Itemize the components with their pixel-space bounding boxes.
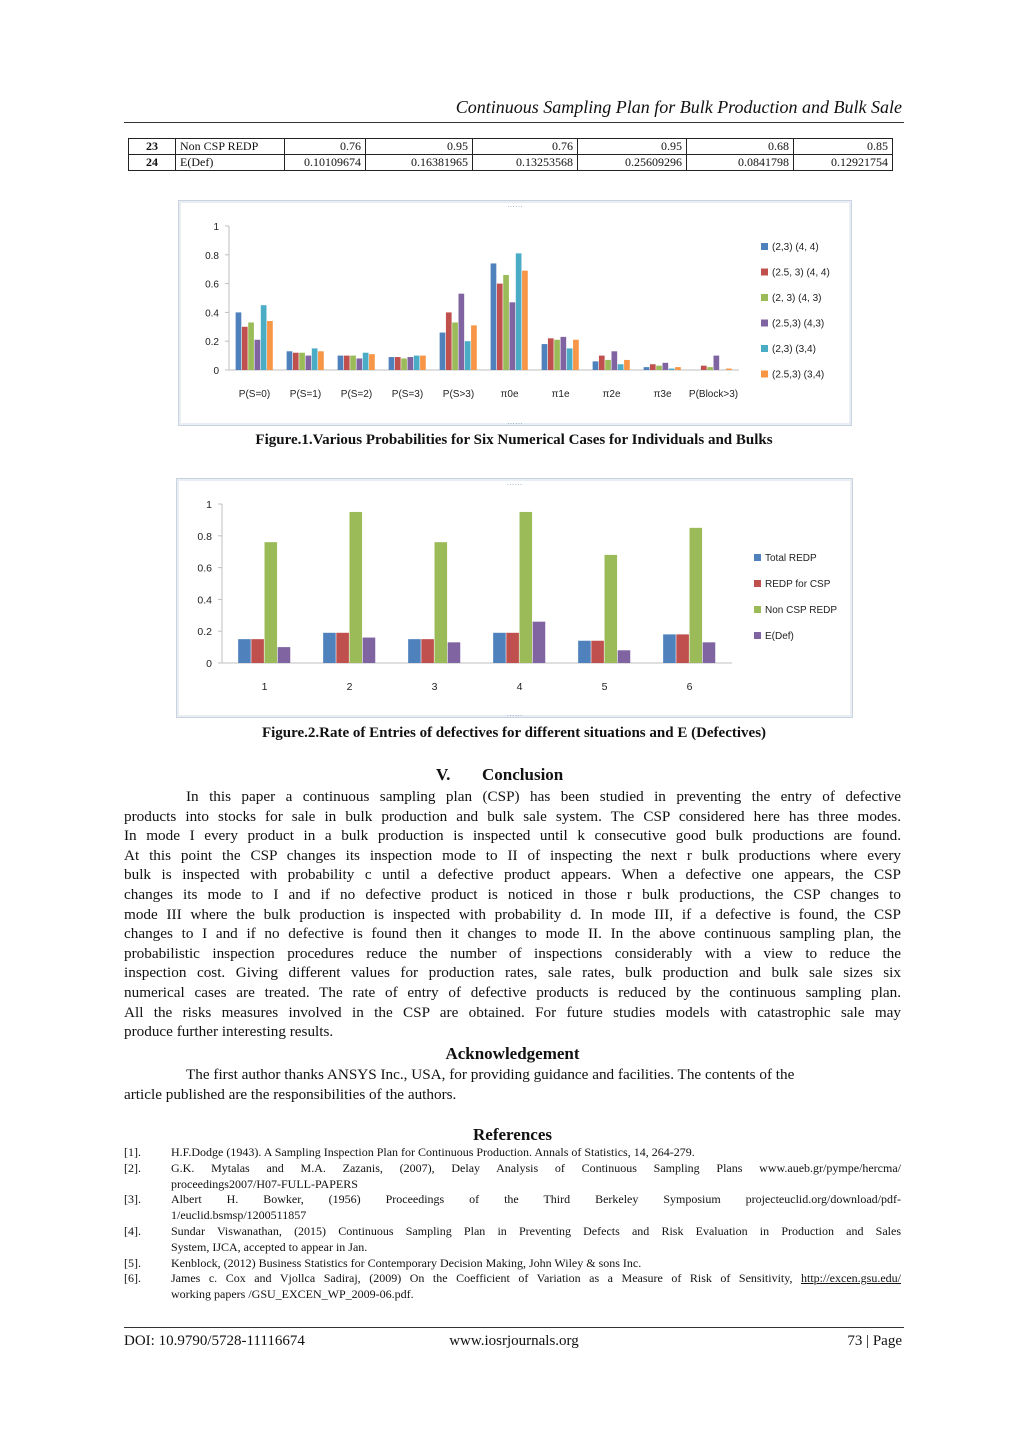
bar — [363, 353, 369, 370]
reference-text: James c. Cox and Vjollca Sadiraj, (2009) On the Coefficient of Variation as a Measure of Risk of Sensitivity, http://excen.gsu.edu/ — [171, 1271, 901, 1286]
text-line: bulk is inspected with probability c until a defective product appears. When a defective one appears, the CSP — [124, 866, 901, 884]
bar — [510, 302, 516, 370]
bar — [408, 639, 421, 663]
x-tick-label: P(S>3) — [442, 389, 475, 400]
x-tick-label: π1e — [551, 389, 570, 400]
bar — [599, 356, 605, 370]
legend-label: Total REDP — [765, 553, 817, 564]
table-row — [129, 139, 893, 155]
bar — [493, 633, 506, 663]
bar — [401, 358, 407, 370]
bar — [663, 634, 676, 663]
bar — [350, 512, 363, 663]
table-cell: 0.85 — [794, 139, 893, 155]
table-cell: 0.95 — [578, 139, 687, 155]
bar — [287, 351, 293, 370]
bar — [369, 354, 375, 370]
bar — [714, 356, 720, 370]
reference-text: G.K. Mytalas and M.A. Zazanis, (2007), Delay Analysis of Continuous Sampling Plans www.aueb.gr/pympe/hercma/ — [171, 1160, 901, 1175]
x-tick-label: 4 — [516, 681, 523, 693]
legend-label: REDP for CSP — [765, 579, 831, 590]
reference-item — [124, 1271, 901, 1303]
acknowledgement-title: Acknowledgement — [445, 1044, 580, 1063]
text-line: At this point the CSP changes its inspection mode to II of inspecting the next r bulk productions where every — [124, 846, 901, 864]
bar — [605, 555, 618, 663]
legend-label: (2,3) (4, 4) — [772, 242, 819, 253]
text-line: changes its mode to I and if no defective product is noticed in those r bulk productions, the CSP changes to — [124, 885, 901, 903]
x-tick-label: 2 — [346, 681, 353, 693]
bar — [299, 353, 305, 370]
reference-text: working papers /GSU_EXCEN_WP_2009-06.pdf. — [171, 1287, 414, 1302]
reference-link[interactable]: http://excen.gsu.edu/ — [801, 1271, 901, 1286]
bar — [421, 639, 434, 663]
footer-site: www.iosrjournals.org — [449, 1333, 579, 1349]
bar — [414, 356, 420, 370]
bar — [491, 263, 497, 370]
bar — [278, 647, 291, 663]
bar — [265, 542, 278, 663]
bar — [675, 367, 681, 370]
y-tick-label: 0.6 — [205, 279, 219, 291]
bar — [663, 363, 669, 370]
bar — [389, 357, 395, 370]
bar — [591, 641, 604, 663]
legend-label: (2,3) (3,4) — [772, 344, 816, 355]
bar — [408, 357, 414, 370]
reference-item — [124, 1145, 901, 1161]
bar — [420, 356, 426, 370]
reference-text: System, IJCA, accepted to appear in Jan. — [171, 1239, 368, 1254]
x-tick-label: π3e — [653, 389, 672, 400]
bar — [503, 275, 509, 370]
bar — [554, 340, 560, 370]
y-tick-label: 1 — [213, 222, 219, 233]
text-line: article published are the responsibilities of the authors. — [124, 1086, 457, 1103]
bar — [336, 633, 349, 663]
reference-item — [124, 1161, 901, 1193]
bar — [520, 512, 533, 663]
text-line: In mode I every product in a bulk production is inspected until k consecutive good bulk productions are found. — [124, 827, 901, 845]
text-line: probabilistic inspection procedures reduce the number of inspections considerably with a view to reduce the — [124, 944, 901, 962]
bar — [497, 284, 503, 370]
bar — [465, 341, 471, 370]
text-line: products into stocks for sale in bulk production and bulk sale system. The CSP considered here has three modes. — [124, 807, 901, 825]
figure1-chart — [179, 201, 851, 425]
x-tick-label: 6 — [686, 681, 693, 693]
table-cell: 0.68 — [687, 139, 794, 155]
bar — [618, 364, 624, 370]
bar — [306, 356, 312, 370]
bar — [452, 322, 458, 370]
conclusion-title: Conclusion — [482, 765, 564, 784]
bar — [338, 356, 344, 370]
text-line: The first author thanks ANSYS Inc., USA, for providing guidance and facilities. The contents of the — [186, 1066, 795, 1083]
resize-handle-icon: …… — [507, 201, 523, 209]
bar — [255, 340, 261, 370]
x-tick-label: 3 — [431, 681, 438, 693]
results-table — [128, 138, 893, 171]
bar — [318, 351, 324, 370]
running-head: Continuous Sampling Plan for Bulk Production and Bulk Sale — [455, 97, 902, 117]
reference-item — [124, 1224, 901, 1256]
bar — [395, 357, 401, 370]
x-tick-label: P(S=3) — [391, 389, 424, 400]
bar — [242, 327, 248, 370]
conclusion-body — [124, 787, 901, 1042]
bar — [357, 358, 363, 370]
legend-swatch — [754, 606, 761, 613]
x-tick-label: P(S=0) — [238, 389, 271, 400]
legend-swatch — [761, 243, 768, 250]
bar — [238, 639, 251, 663]
reference-number: [3]. — [124, 1192, 141, 1207]
text-line: mode III where the bulk production is inspected with probability d. In mode III, if a defective is found, the CSP — [124, 905, 901, 923]
table-cell: 0.76 — [285, 139, 366, 155]
legend-label: (2.5,3) (4,3) — [772, 318, 825, 330]
legend-label: (2.5,3) (3,4) — [772, 369, 825, 381]
bar — [618, 650, 631, 663]
table-cell: 0.0841798 — [687, 155, 794, 171]
legend-swatch — [754, 632, 761, 639]
text-line: All the risks measures involved in the CSP are obtained. For future studies models with catastrophic sale may — [124, 1003, 901, 1021]
bar — [350, 356, 356, 370]
reference-text: 1/euclid.bsmsp/1200511857 — [171, 1208, 307, 1223]
bar — [593, 361, 599, 370]
bar — [644, 367, 650, 370]
figure1-frame — [178, 200, 852, 426]
y-tick-label: 0.2 — [205, 337, 219, 349]
text-line: changes to I and if no defective is found then it changes to mode II. In the above continuous sampling plan, the — [124, 925, 901, 943]
footer-doi: DOI: 10.9790/5728-11116674 — [124, 1333, 305, 1349]
reference-item — [124, 1256, 901, 1272]
bar — [293, 353, 299, 370]
table-cell: 0.76 — [473, 139, 578, 155]
bar — [323, 633, 336, 663]
figure2-caption: Figure.2.Rate of Entries of defectives for different situations and E (Defectives) — [261, 725, 767, 741]
table-cell: 0.95 — [366, 139, 473, 155]
row-label: E(Def) — [176, 155, 285, 171]
text-line: inspection cost. Giving different values for production rates, sale rates, bulk production and bulk sale sizes six — [124, 964, 901, 982]
table-row — [129, 155, 893, 171]
y-tick-label: 0.6 — [197, 562, 212, 575]
bar — [267, 321, 273, 370]
bar — [446, 312, 452, 370]
y-tick-label: 0.4 — [197, 594, 212, 607]
bar — [656, 366, 662, 370]
text-line: numerical cases are treated. The rate of entry of defective products is reduced by the continuous sampling plan. — [124, 983, 901, 1001]
legend-swatch — [761, 269, 768, 276]
bar — [676, 634, 689, 663]
legend-swatch — [754, 554, 761, 561]
resize-handle-icon: …… — [506, 479, 523, 487]
x-tick-label: π0e — [500, 389, 519, 400]
bar — [435, 542, 448, 663]
legend-label: Non CSP REDP — [765, 605, 838, 616]
reference-text: Sundar Viswanathan, (2015) Continuous Sampling Plan in Preventing Defects and Risk Evaluation in Production and Sales — [171, 1223, 901, 1238]
footer-rule — [124, 1327, 904, 1328]
bar — [707, 367, 713, 370]
conclusion-number: V. — [436, 765, 451, 784]
bar — [533, 622, 546, 663]
y-tick-label: 0.8 — [197, 530, 212, 543]
bar — [251, 639, 264, 663]
table-cell: 0.16381965 — [366, 155, 473, 171]
bar — [573, 340, 579, 370]
bar — [363, 638, 376, 663]
bar — [612, 351, 618, 370]
references-list — [124, 1145, 901, 1303]
legend-label: (2.5, 3) (4, 4) — [772, 267, 830, 279]
legend-swatch — [761, 294, 768, 301]
footer-page: 73 | Page — [847, 1333, 902, 1349]
x-tick-label: 5 — [601, 681, 608, 693]
reference-number: [2]. — [124, 1160, 141, 1175]
reference-item — [124, 1192, 901, 1224]
text-line: produce further interesting results. — [124, 1023, 334, 1041]
bar — [261, 305, 267, 370]
y-tick-label: 0.2 — [197, 626, 212, 639]
references-title: References — [473, 1125, 552, 1144]
y-tick-label: 0 — [206, 658, 212, 670]
reference-text: Kenblock, (2012) Business Statistics for Contemporary Decision Making, John Wiley & sons Inc. — [171, 1255, 642, 1270]
bar — [236, 312, 242, 370]
bar — [578, 641, 591, 663]
x-tick-label: P(Block>3) — [688, 389, 739, 400]
bar — [471, 325, 477, 370]
bar — [506, 633, 519, 663]
row-label: Non CSP REDP — [176, 139, 285, 155]
bar — [312, 348, 318, 370]
x-tick-label: P(S=1) — [289, 389, 322, 400]
bar — [605, 360, 611, 370]
reference-number: [4]. — [124, 1223, 141, 1238]
row-index: 24 — [129, 155, 176, 171]
legend-swatch — [761, 371, 768, 378]
y-tick-label: 0 — [213, 366, 219, 377]
reference-text: H.F.Dodge (1943). A Sampling Inspection Plan for Continuous Production. Annals of Statistics, 14, 264-279. — [171, 1145, 695, 1159]
reference-text: Albert H. Bowker, (1956) Proceedings of the Third Berkeley Symposium projecteuclid.org/download/pdf- — [171, 1192, 901, 1207]
bar — [567, 348, 573, 370]
bar — [726, 369, 732, 370]
bar — [516, 253, 522, 370]
bar — [548, 338, 554, 370]
reference-number: [5]. — [124, 1255, 141, 1270]
text-line: In this paper a continuous sampling plan (CSP) has been studied in preventing the entry of defective — [186, 788, 901, 805]
legend-label: E(Def) — [765, 631, 794, 642]
bar — [248, 322, 254, 370]
bar — [522, 271, 528, 370]
bar — [690, 528, 703, 663]
bar — [459, 294, 465, 370]
figure2-chart — [177, 479, 852, 717]
y-tick-label: 0.4 — [205, 308, 219, 320]
bar — [561, 337, 567, 370]
figure2-frame — [176, 478, 853, 718]
table-cell: 0.25609296 — [578, 155, 687, 171]
resize-handle-icon: …… — [506, 709, 523, 717]
header-rule — [124, 122, 904, 123]
legend-swatch — [754, 580, 761, 587]
legend-swatch — [761, 345, 768, 352]
acknowledgement-body — [124, 1065, 901, 1105]
reference-number: [1]. — [124, 1145, 141, 1159]
table-cell: 0.13253568 — [473, 155, 578, 171]
figure1-caption: Figure.1.Various Probabilities for Six Numerical Cases for Individuals and Bulks — [255, 432, 773, 448]
bar — [624, 360, 630, 370]
bar — [669, 369, 675, 370]
table-cell: 0.10109674 — [285, 155, 366, 171]
x-tick-label: P(S=2) — [340, 389, 373, 400]
resize-handle-icon: …… — [507, 417, 523, 425]
table-cell: 0.12921754 — [794, 155, 893, 171]
bar — [542, 344, 548, 370]
bar — [440, 333, 446, 370]
bar — [650, 364, 656, 370]
reference-number: [6]. — [124, 1271, 141, 1286]
y-tick-label: 1 — [206, 499, 212, 511]
x-tick-label: π2e — [602, 389, 621, 400]
reference-text: proceedings2007/H07-FULL-PAPERS — [171, 1176, 358, 1191]
y-tick-label: 0.8 — [205, 250, 219, 262]
legend-swatch — [761, 320, 768, 327]
legend-label: (2, 3) (4, 3) — [772, 293, 822, 304]
row-index: 23 — [129, 139, 176, 155]
bar — [344, 356, 350, 370]
bar — [701, 366, 707, 370]
bar — [448, 642, 461, 663]
bar — [703, 642, 716, 663]
x-tick-label: 1 — [261, 681, 268, 693]
